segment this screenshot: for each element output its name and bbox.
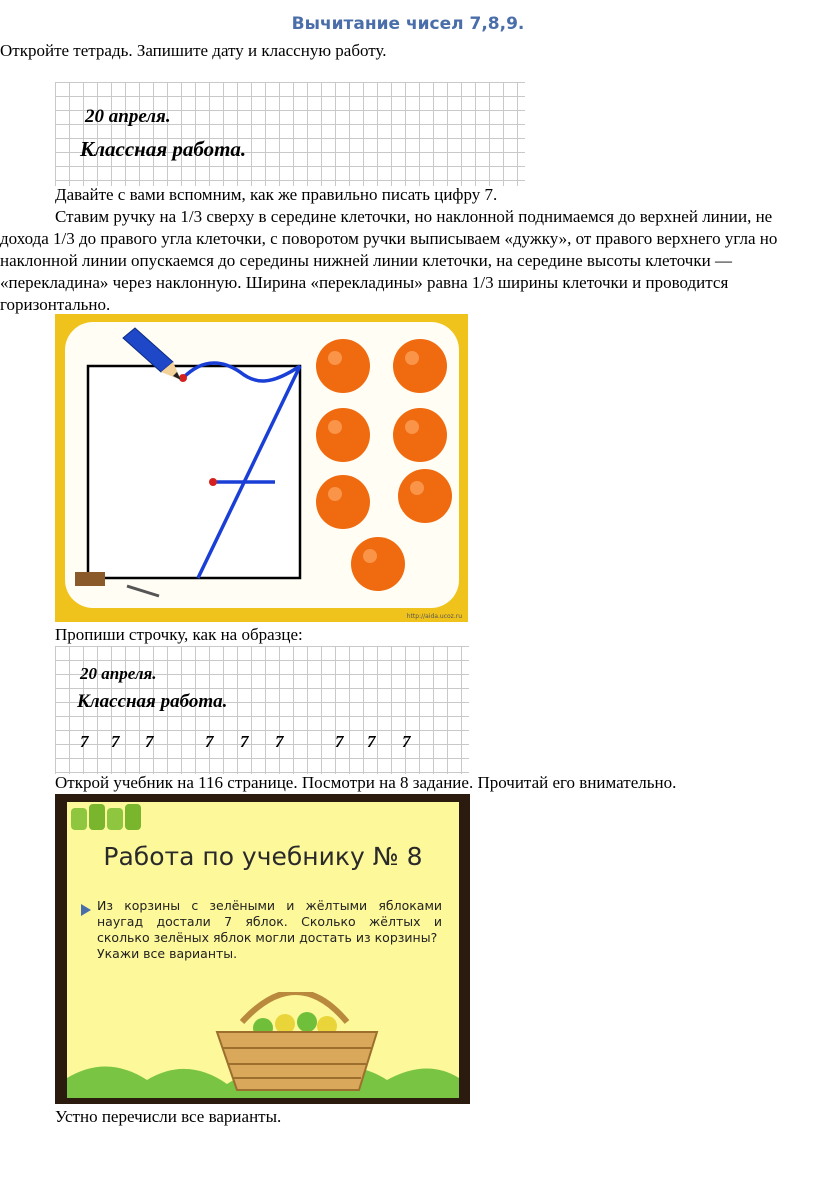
- orange-icon: [316, 339, 370, 393]
- notebook-date: 20 апреля.: [80, 664, 157, 683]
- slide-heading: Работа по учебнику № 8: [103, 842, 423, 871]
- basket-icon: [217, 1032, 377, 1090]
- sample-seven: 7: [275, 732, 284, 751]
- cell-square: [88, 366, 300, 578]
- notebook-sample-2: [55, 646, 469, 774]
- chalkboard: [67, 802, 459, 1098]
- closing-text: Устно перечисли все варианты.: [55, 1107, 282, 1126]
- orange-icon: [393, 408, 447, 462]
- slide-watermark: http://aida.ucoz.ru: [406, 613, 462, 620]
- orange-icon: [393, 339, 447, 393]
- recall-text: Давайте с вами вспомним, как же правильно писать цифру 7.: [55, 185, 498, 204]
- orange-icon: [351, 537, 405, 591]
- slide-textbook-task: [55, 794, 470, 1104]
- green-blocks-icon: [67, 802, 157, 838]
- green-apple-icon: [297, 1012, 317, 1032]
- sample-seven: 7: [335, 732, 344, 751]
- seven-illustration: [55, 314, 468, 622]
- orange-icon: [398, 469, 452, 523]
- sample-seven: 7: [145, 732, 154, 751]
- instruction-text: Ставим ручку на 1/3 сверху в середине клеточки, но наклонной поднимаемся до верхней линии, не дохода 1/3 до правого угла клеточки, с поворотом ручки выписываем «дужку», от правого верхнего угла но наклонной линии опускаемся до середины нижней линии клеточки, на середине высоты клеточки — «перекладина» через наклонную. Ширина «перекладины» равна 1/3 ширины клеточки и проводится горизонтально.: [0, 207, 778, 314]
- sample-seven: 7: [111, 732, 120, 751]
- orange-icon: [316, 475, 370, 529]
- sample-seven: 7: [240, 732, 249, 751]
- intro-text: Откройте тетрадь. Запишите дату и классную работу.: [0, 41, 387, 60]
- notebook-sample-1: [55, 82, 525, 186]
- sample-seven: 7: [367, 732, 376, 751]
- slide-writing-seven: [55, 314, 468, 622]
- oranges-group: [316, 339, 452, 591]
- crossbar-dot: [209, 478, 217, 486]
- sample-seven: 7: [402, 732, 411, 751]
- sample-seven: 7: [205, 732, 214, 751]
- task-body: Из корзины с зелёными и жёлтыми яблоками наугад достали 7 яблок. Сколько жёлтых и сколько зелёных яблок могли достать из корзины?: [97, 898, 442, 945]
- notebook-classwork: Классная работа.: [77, 691, 228, 712]
- copy-prompt: Пропиши строчку, как на образце:: [55, 625, 303, 644]
- start-dot: [179, 374, 187, 382]
- task-hint: Укажи все варианты.: [97, 946, 238, 961]
- page-title: Вычитание чисел 7,8,9.: [291, 14, 525, 34]
- notebook-classwork: Классная работа.: [80, 137, 247, 161]
- notebook-date: 20 апреля.: [85, 106, 171, 127]
- task-text: [97, 898, 442, 962]
- basket-illustration: [67, 992, 459, 1098]
- orange-icon: [316, 408, 370, 462]
- textbook-prompt: Открой учебник на 116 странице. Посмотри на 8 задание. Прочитай его внимательно.: [55, 773, 677, 792]
- arrow-bullet-icon: [81, 904, 91, 916]
- sample-seven: 7: [80, 732, 89, 751]
